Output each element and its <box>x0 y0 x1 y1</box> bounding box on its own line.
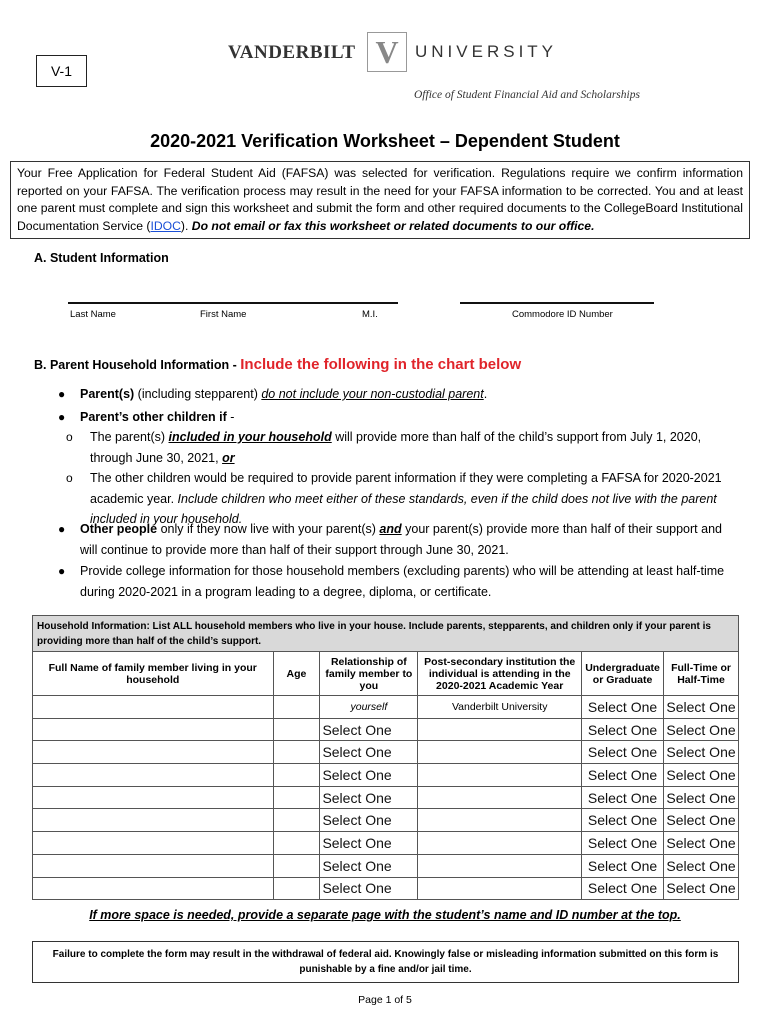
level-select[interactable]: Select One <box>582 832 664 855</box>
page-title: 2020-2021 Verification Worksheet – Dependent Student <box>150 131 620 151</box>
age-cell[interactable] <box>273 764 320 787</box>
level-select[interactable]: Select One <box>582 877 664 900</box>
name-cell[interactable] <box>33 809 274 832</box>
header-institution: Post-secondary institution the individual is attending in the 2020-2021 Academic Year <box>418 652 582 696</box>
status-select[interactable]: Select One <box>664 854 739 877</box>
relationship-select[interactable]: Select One <box>320 877 418 900</box>
circle-bullet-icon: o <box>66 430 73 444</box>
age-cell[interactable] <box>273 832 320 855</box>
idoc-link[interactable]: IDOC <box>150 218 181 233</box>
age-cell[interactable] <box>273 696 320 719</box>
b3-b: your parent(s) provide more than half of their support and will continue to provide more than half of their support through June 30, 2021. <box>80 522 722 557</box>
table-row-self <box>33 696 739 719</box>
level-select[interactable]: Select One <box>582 764 664 787</box>
header-age: Age <box>273 652 320 696</box>
id-line[interactable] <box>460 302 654 304</box>
level-select[interactable]: Select One <box>582 809 664 832</box>
level-select[interactable]: Select One <box>582 741 664 764</box>
last-name-label: Last Name <box>70 309 116 320</box>
intro-text: Your Free Application for Federal Student Aid (FAFSA) was selected for verification. Regulations require we confirm information reported on your FAFSA. The verification process may result in the need for your FAFSA information to be corrected. You and at least one parent must complete and sign this worksheet and submit the form and other required documents to the CollegeBoard Institutional Documentation Service ( <box>17 166 743 233</box>
b1-underline: do not include your non-custodial parent <box>261 387 484 401</box>
level-select[interactable]: Select One <box>582 786 664 809</box>
status-select[interactable]: Select One <box>664 786 739 809</box>
table-caption: Household Information: List ALL household members who live in your house. Include parents, stepparents, and children only if your parent is providing more than half of the child’s support. <box>33 616 739 652</box>
section-b-highlight: Include the following in the chart below <box>240 356 522 373</box>
household-table <box>32 615 739 900</box>
institution-cell[interactable] <box>418 809 582 832</box>
name-cell[interactable] <box>33 764 274 787</box>
intro-warning: Do not email or fax this worksheet or related documents to our office. <box>191 218 595 233</box>
b1-bold: Parent(s) <box>80 387 135 401</box>
b3-a: only if they now live with your parent(s) <box>157 522 380 536</box>
institution-cell[interactable] <box>418 854 582 877</box>
table-row <box>33 832 739 855</box>
level-select[interactable]: Select One <box>582 696 664 719</box>
institution-cell[interactable] <box>418 764 582 787</box>
table-row <box>33 809 739 832</box>
age-cell[interactable] <box>273 718 320 741</box>
age-cell[interactable] <box>273 854 320 877</box>
bullet-parents <box>58 384 730 405</box>
status-select[interactable]: Select One <box>664 832 739 855</box>
bullet-children <box>58 407 730 428</box>
s1-emph: included in your household <box>168 430 332 444</box>
status-select[interactable]: Select One <box>664 696 739 719</box>
first-name-label: First Name <box>200 309 247 320</box>
bullet-icon: ● <box>58 387 66 401</box>
relationship-select[interactable]: Select One <box>320 718 418 741</box>
table-row <box>33 741 739 764</box>
table-row <box>33 718 739 741</box>
relationship-select[interactable]: Select One <box>320 809 418 832</box>
table-row <box>33 786 739 809</box>
b4-text: Provide college information for those household members (excluding parents) who will be attending at least half-time during 2020-2021 in a program leading to a degree, diploma, or certificate. <box>80 564 725 599</box>
logo-v-mark-icon: V <box>367 32 407 72</box>
institution-cell[interactable] <box>418 877 582 900</box>
name-line[interactable] <box>68 302 398 304</box>
status-select[interactable]: Select One <box>664 741 739 764</box>
b3-and: and <box>379 522 402 536</box>
institution-cell[interactable] <box>418 786 582 809</box>
table-row <box>33 854 739 877</box>
warning-box: Failure to complete the form may result in the withdrawal of federal aid. Knowingly false or misleading information submitted on this form is punishable by a fine and/or jail time. <box>32 941 739 983</box>
name-cell[interactable] <box>33 718 274 741</box>
s2-italic: Include children who meet either of these standards, even if the child does not live with the parent included in your household. <box>90 491 717 526</box>
member-rows <box>33 718 739 900</box>
level-select[interactable]: Select One <box>582 854 664 877</box>
form-code-box: V-1 <box>36 55 87 87</box>
institution-cell: Vanderbilt University <box>418 696 582 719</box>
b2-end: - <box>226 410 235 424</box>
name-cell[interactable] <box>33 786 274 809</box>
bullet-college <box>58 561 730 602</box>
institution-cell[interactable] <box>418 741 582 764</box>
mi-label: M.I. <box>362 309 378 320</box>
header-level: Undergraduate or Graduate <box>582 652 664 696</box>
intro-box <box>10 161 750 239</box>
relationship-select[interactable]: Select One <box>320 741 418 764</box>
b1-text: (including stepparent) <box>134 387 262 401</box>
age-cell[interactable] <box>273 786 320 809</box>
status-select[interactable]: Select One <box>664 809 739 832</box>
b2-bold: Parent’s other children if <box>80 410 227 424</box>
section-a-heading: A. Student Information <box>34 251 169 265</box>
bullet-other-people <box>58 519 730 560</box>
sub-bullet-support <box>66 427 730 468</box>
table-row <box>33 764 739 787</box>
status-select[interactable]: Select One <box>664 718 739 741</box>
name-cell[interactable] <box>33 832 274 855</box>
circle-bullet-icon: o <box>66 471 73 485</box>
s2-a: The other children would be required to provide parent information if they were completing a FAFSA for 2020-2021 academic year. <box>90 471 722 506</box>
header-name: Full Name of family member living in your household <box>33 652 274 696</box>
relationship-select[interactable]: Select One <box>320 786 418 809</box>
s1-a: The parent(s) <box>90 430 169 444</box>
name-cell[interactable] <box>33 854 274 877</box>
page-number: Page 1 of 5 <box>358 994 412 1006</box>
relationship-select[interactable]: Select One <box>320 854 418 877</box>
bullet-icon: ● <box>58 522 66 536</box>
age-cell[interactable] <box>273 809 320 832</box>
age-cell[interactable] <box>273 741 320 764</box>
section-b-heading <box>34 356 521 373</box>
name-cell[interactable] <box>33 877 274 900</box>
relationship-cell: yourself <box>320 696 418 719</box>
b1-end: . <box>483 387 488 401</box>
s1-or: or <box>222 450 235 465</box>
header-relationship: Relationship of family member to you <box>320 652 418 696</box>
intro-after: ). <box>180 218 192 233</box>
age-cell[interactable] <box>273 877 320 900</box>
name-cell[interactable] <box>33 741 274 764</box>
commodore-id-label: Commodore ID Number <box>512 309 613 320</box>
section-b-title: B. Parent Household Information - <box>34 358 241 372</box>
institution-cell[interactable] <box>418 718 582 741</box>
s1-b: will provide more than half of the child’s support from July 1, 2020, through June 30, 2021, <box>90 430 702 465</box>
relationship-select[interactable]: Select One <box>320 764 418 787</box>
status-select[interactable]: Select One <box>664 764 739 787</box>
logo-university: UNIVERSITY <box>415 42 558 61</box>
name-cell[interactable] <box>33 696 274 719</box>
table-row <box>33 877 739 900</box>
b3-bold: Other people <box>80 522 158 536</box>
relationship-select[interactable]: Select One <box>320 832 418 855</box>
institution-cell[interactable] <box>418 832 582 855</box>
header-status: Full-Time or Half-Time <box>664 652 739 696</box>
status-select[interactable]: Select One <box>664 877 739 900</box>
bullet-icon: ● <box>58 410 66 424</box>
level-select[interactable]: Select One <box>582 718 664 741</box>
more-space-note: If more space is needed, provide a separate page with the student’s name and ID number at the top. <box>89 908 681 922</box>
logo-vanderbilt: VANDERBILT <box>228 42 356 63</box>
office-name: Office of Student Financial Aid and Scholarships <box>414 89 640 101</box>
bullet-icon: ● <box>58 564 66 578</box>
